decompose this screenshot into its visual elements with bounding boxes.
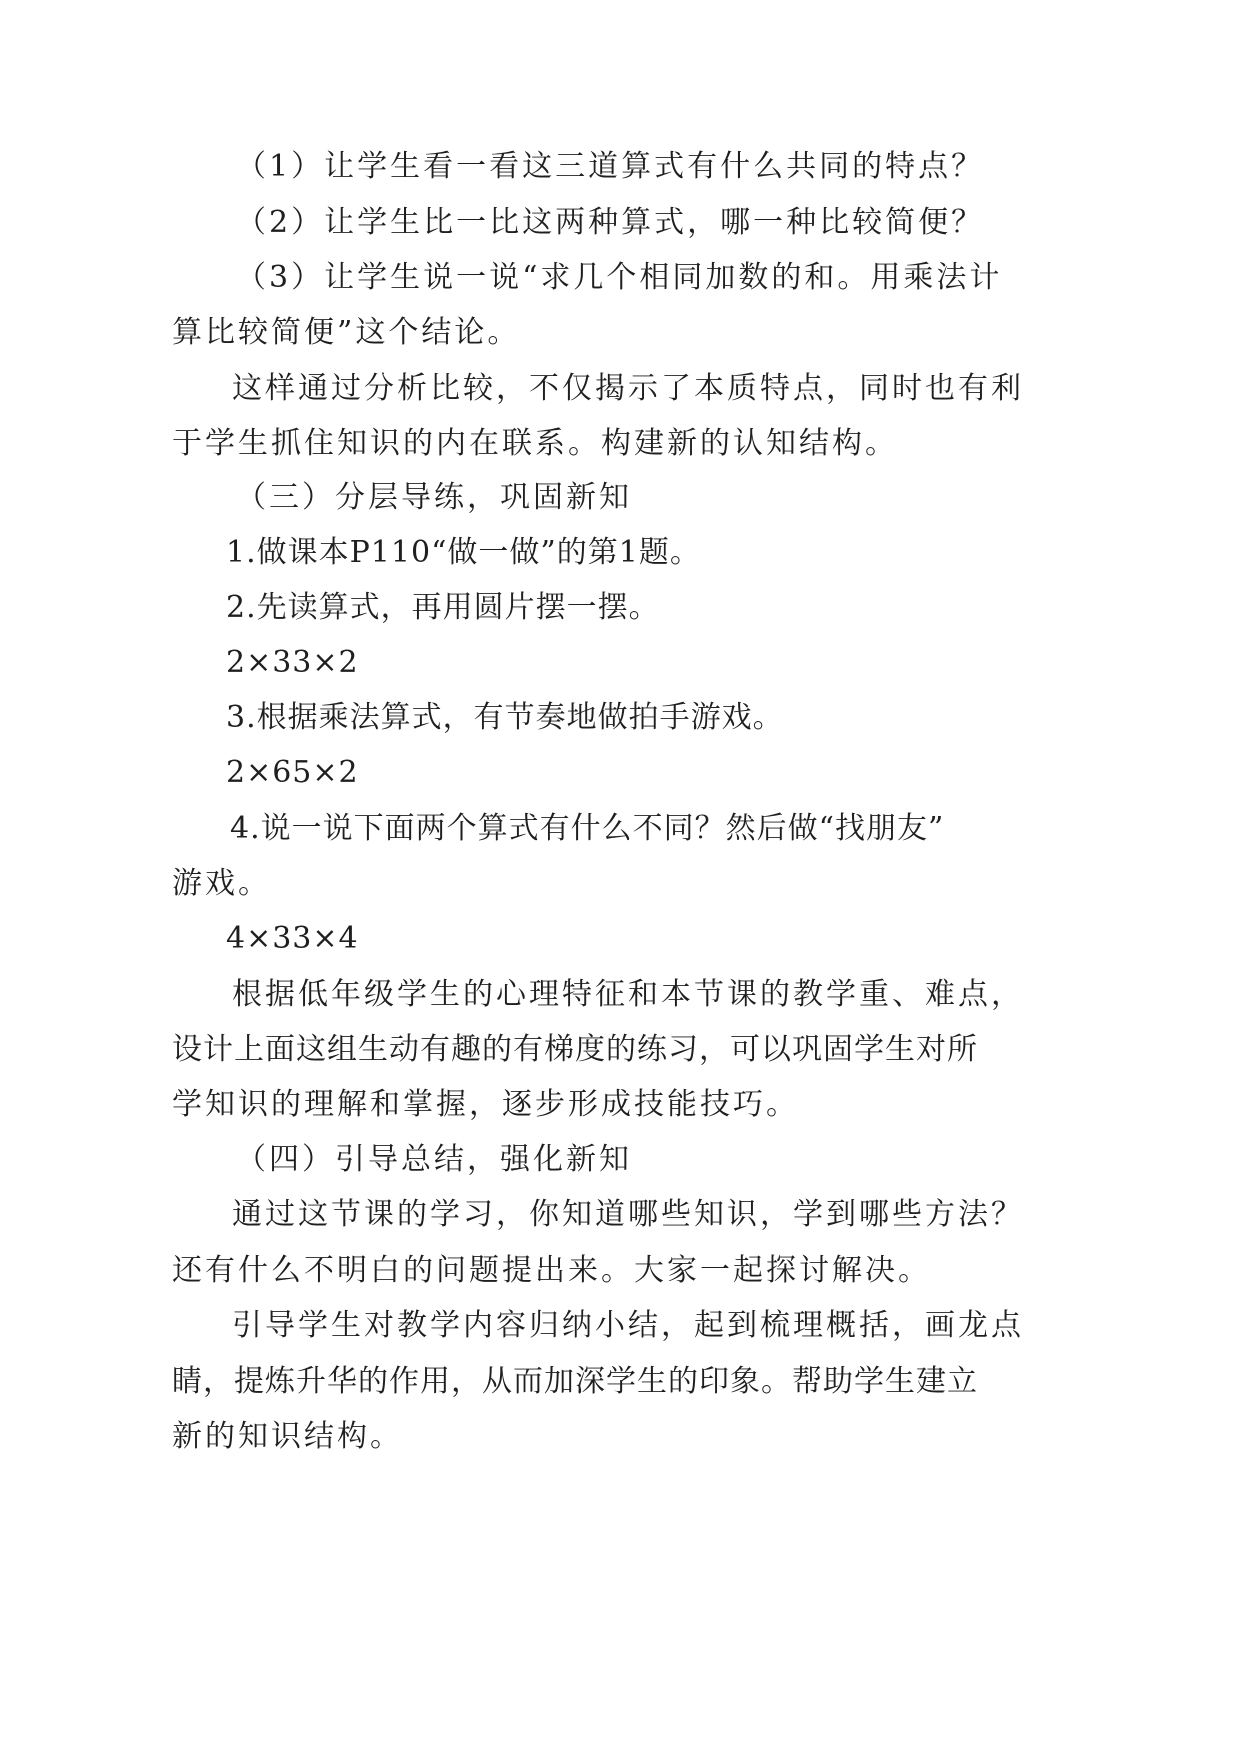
text-line: 设计上面这组生动有趣的有梯度的练习，可以巩固学生对所	[172, 1032, 978, 1067]
text-line: 2.先读算式，再用圆片摆一摆。	[226, 590, 660, 625]
text-line: 学知识的理解和掌握，逐步形成技能技巧。	[172, 1087, 799, 1122]
text-line: 这样通过分析比较，不仅揭示了本质特点，同时也有利	[232, 371, 1024, 406]
text-line: 3.根据乘法算式，有节奏地做拍手游戏。	[226, 700, 784, 735]
section-heading: （四）引导总结，强化新知	[236, 1142, 632, 1177]
text-line: （1）让学生看一看这三道算式有什么共同的特点？	[236, 149, 985, 184]
text-line: （3）让学生说一说“求几个相同加数的和。用乘法计	[236, 260, 1003, 295]
equation: 2×65×2	[226, 755, 359, 790]
text-line: 还有什么不明白的问题提出来。大家一起探讨解决。	[172, 1253, 931, 1288]
text-line: 通过这节课的学习，你知道哪些知识，学到哪些方法？	[232, 1197, 1024, 1232]
text-line: 游戏。	[172, 866, 271, 901]
text-line: 1.做课本P110“做一做”的第1题。	[226, 535, 701, 570]
section-heading: （三）分层导练，巩固新知	[236, 480, 632, 515]
text-line: 4.说一说下面两个算式有什么不同？然后做“找朋友”	[230, 811, 945, 846]
text-line: 睛，提炼升华的作用，从而加深学生的印象。帮助学生建立	[172, 1364, 978, 1399]
text-line: 新的知识结构。	[172, 1419, 403, 1454]
text-line: 算比较简便”这个结论。	[172, 315, 521, 350]
text-line: 根据低年级学生的心理特征和本节课的教学重、难点，	[232, 977, 1024, 1012]
equation: 4×33×4	[226, 921, 359, 956]
text-line: （2）让学生比一比这两种算式，哪一种比较简便？	[236, 205, 985, 240]
text-line: 于学生抓住知识的内在联系。构建新的认知结构。	[172, 426, 898, 461]
text-line: 引导学生对教学内容归纳小结，起到梳理概括，画龙点	[232, 1308, 1024, 1343]
equation: 2×33×2	[226, 645, 359, 680]
